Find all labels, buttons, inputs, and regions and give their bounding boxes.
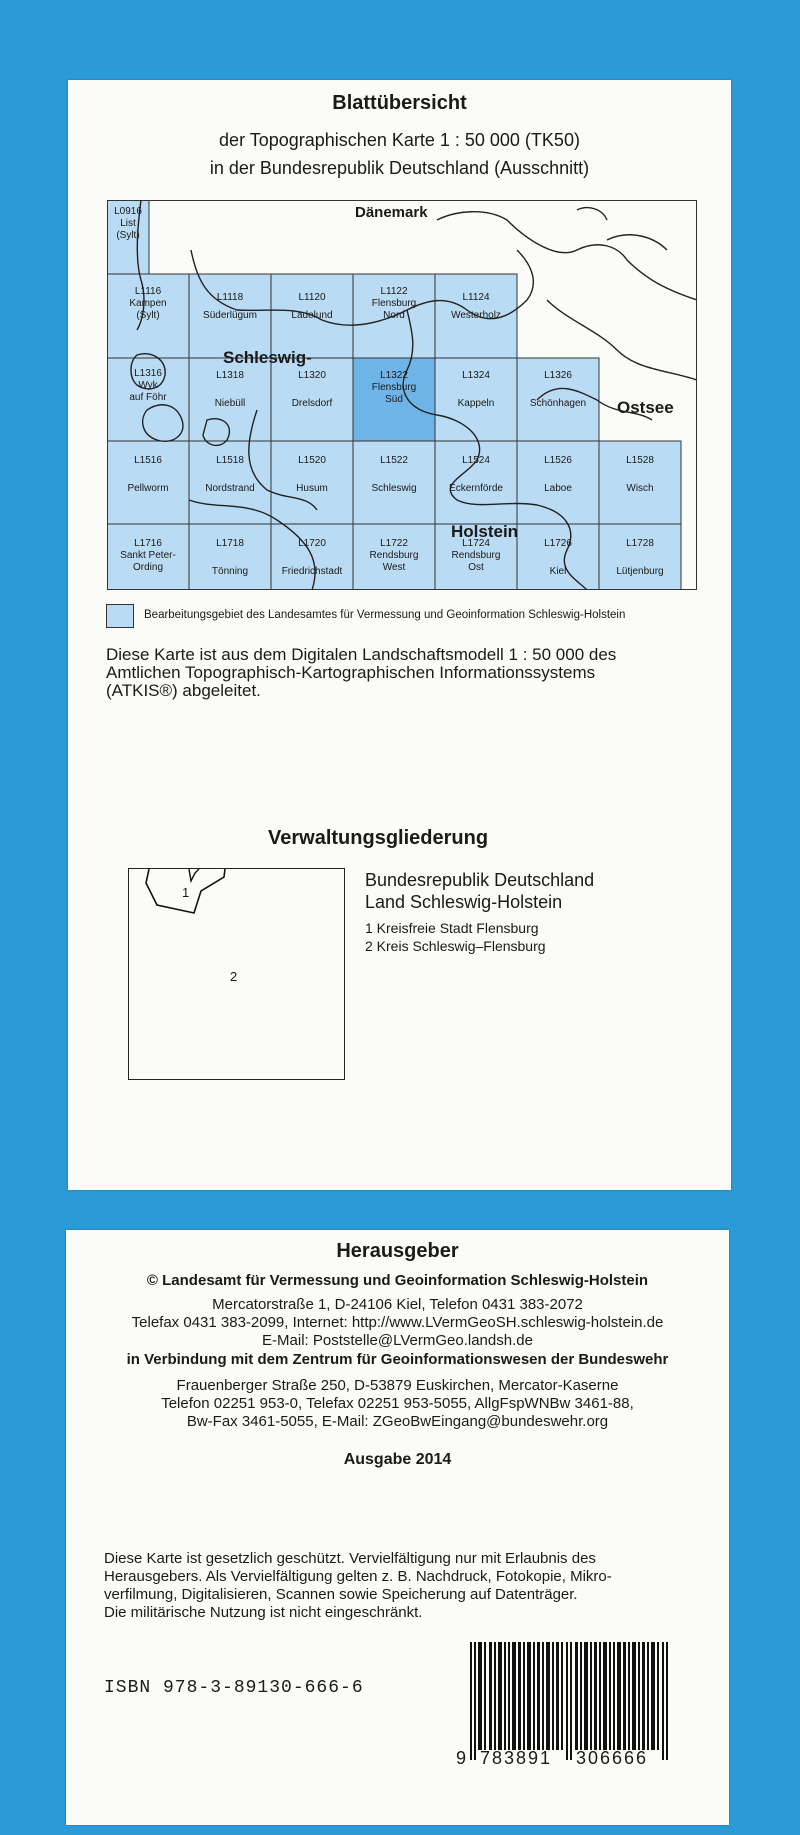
legal-line-2: Herausgebers. Als Vervielfältigung gelten z. B. Nachdruck, Fotokopie, Mikro-: [104, 1568, 612, 1585]
sheet-label: L1320 Drelsdorf: [291, 370, 333, 409]
sheet-label: L0916 List (Sylt): [114, 206, 142, 241]
barcode-digit-first: 9: [456, 1748, 467, 1768]
legal-line-1: Diese Karte ist gesetzlich geschützt. Vervielfältigung nur mit Erlaubnis des: [104, 1550, 596, 1567]
derivation-line-2: Amtlichen Topographisch-Kartographischen Informationssystems: [106, 663, 596, 682]
sheet-label: L1324 Kappeln: [457, 370, 495, 409]
derivation-line-3: (ATKIS®) abgeleitet.: [106, 681, 261, 700]
publisher-address-4: Frauenberger Straße 250, D-53879 Euskirchen, Mercator-Kaserne: [176, 1377, 619, 1394]
publisher-address-6: Bw-Fax 3461-5055, E-Mail: ZGeoBwEingang@bundeswehr.org: [186, 1413, 609, 1430]
sheet-label: L1524 Eckernförde: [449, 455, 503, 494]
sheet-label: L1726 Kiel: [544, 538, 572, 577]
place-label-holstein: Holstein: [451, 522, 519, 541]
legend-text: Bearbeitungsgebiet des Landesamtes für Vermessung und Geoinformation Schleswig-Holstein: [144, 609, 626, 621]
sheet-label: L1518 Nordstrand: [205, 455, 255, 494]
sheet-label: L1326 Schönhagen: [529, 370, 587, 409]
place-label-ostsee: Ostsee: [617, 398, 674, 417]
publisher-address-5: Telefon 02251 953-0, Telefax 02251 953-5055, AllgFspWNBw 3461-88,: [161, 1395, 634, 1412]
publisher-title: Herausgeber: [336, 1240, 459, 1262]
sheet-label: L1722 Rendsburg West: [369, 538, 419, 573]
place-label-schleswig: Schleswig-: [223, 348, 312, 367]
sheet-label: L1522 Schleswig: [371, 455, 417, 494]
sheet-label: L1124 Westerholz: [451, 292, 501, 321]
sheet-label: L1116 Kampen (Sylt): [129, 286, 167, 321]
sheet-label: L1716 Sankt Peter- Ording: [120, 538, 176, 573]
publisher-address-1: Mercatorstraße 1, D-24106 Kiel, Telefon 0431 383-2072: [212, 1296, 583, 1313]
publisher-panel: [66, 1230, 729, 1825]
publisher-address-3: E-Mail: Poststelle@LVermGeo.landsh.de: [262, 1332, 533, 1349]
sheet-label: L1122 Flensburg Nord: [371, 286, 417, 321]
sheet-label: L1720 Friedrichstadt: [281, 538, 343, 577]
admin-country: Bundesrepublik Deutschland: [365, 870, 595, 890]
overview-subtitle-1: der Topographischen Karte 1 : 50 000 (TK50): [219, 130, 580, 150]
sheet-label: L1526 Laboe: [544, 455, 572, 494]
admin-item-1: 1 Kreisfreie Stadt Flensburg: [365, 920, 539, 936]
admin-map-label-1: 1: [182, 885, 190, 900]
sheet-label: L1316 Wyk auf Föhr: [129, 368, 167, 403]
sheet-overview-map: [107, 200, 697, 590]
admin-map: [128, 868, 345, 1080]
sheet-label: L1118 Süderlügum: [203, 292, 257, 321]
overview-title: Blattübersicht: [332, 92, 467, 114]
legal-line-3: verfilmung, Digitalisieren, Scannen sowie Speicherung auf Datenträger.: [104, 1586, 578, 1603]
publisher-address-2: Telefax 0431 383-2099, Internet: http://www.LVermGeoSH.schleswig-holstein.de: [131, 1314, 664, 1331]
sheet-label-highlighted: L1322 Flensburg Süd: [371, 370, 417, 405]
sheet-label: L1528 Wisch: [626, 455, 654, 494]
sheet-label: L1724 Rendsburg Ost: [451, 538, 501, 573]
publisher-org-1: © Landesamt für Vermessung und Geoinformation Schleswig-Holstein: [146, 1272, 649, 1289]
overview-panel: [68, 80, 731, 1190]
barcode-digits-right: 306666: [576, 1748, 649, 1768]
admin-title: Verwaltungsgliederung: [268, 827, 489, 849]
barcode-digits-left: 783891: [480, 1748, 553, 1768]
sheet-label: L1718 Tönning: [211, 538, 249, 577]
sheet-label: L1520 Husum: [296, 455, 328, 494]
admin-item-2: 2 Kreis Schleswig–Flensburg: [365, 938, 546, 954]
admin-map-label-2: 2: [230, 969, 238, 984]
barcode: [456, 1642, 706, 1792]
isbn-label: ISBN 978-3-89130-666-6: [104, 1678, 364, 1698]
overview-subtitle-2: in der Bundesrepublik Deutschland (Ausschnitt): [209, 158, 590, 178]
sheet-label: L1120 Ladelund: [291, 292, 333, 321]
place-label-denmark: Dänemark: [355, 204, 428, 221]
derivation-line-1: Diese Karte ist aus dem Digitalen Landschaftsmodell 1 : 50 000 des: [106, 645, 617, 664]
admin-state: Land Schleswig-Holstein: [365, 892, 563, 912]
sheet-label: L1318 Niebüll: [214, 370, 246, 409]
barcode-bars: [456, 1642, 706, 1762]
edition: Ausgabe 2014: [343, 1451, 452, 1468]
legal-line-4: Die militärische Nutzung ist nicht eingeschränkt.: [104, 1604, 423, 1621]
legend-swatch: [106, 604, 134, 628]
sheet-label: L1728 Lütjenburg: [616, 538, 664, 577]
publisher-org-2: in Verbindung mit dem Zentrum für Geoinformationswesen der Bundeswehr: [126, 1351, 669, 1368]
sheet-label: L1516 Pellworm: [127, 455, 169, 494]
